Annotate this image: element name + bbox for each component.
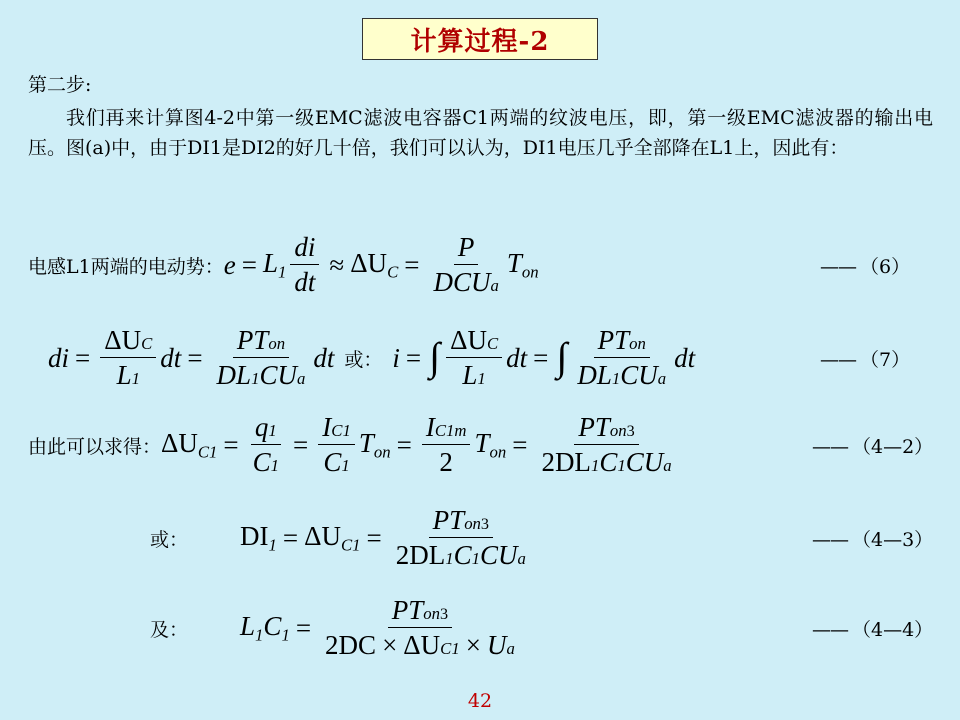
equation-7-or-label: 或： [344, 348, 383, 371]
eq44-frac-result: PT on 3 2DC × ΔU C1 × U a [325, 595, 515, 660]
eq6-e: e [223, 249, 236, 280]
eq7-dt-2: dt [313, 342, 335, 373]
equation-6-lead: 电感L1两端的电动势： [28, 255, 224, 278]
eq42-Ton: $T_{on}$ [358, 427, 391, 462]
eq7-i: i [392, 342, 400, 373]
eq7-di: di [48, 342, 70, 373]
equation-4-4-tag: —— （4—4） [812, 619, 934, 641]
eq7r-dt-2: dt [674, 342, 696, 373]
eq6-equals-2: = [404, 249, 420, 280]
equation-7-math-right [392, 325, 695, 391]
eq42-equals: = [223, 429, 239, 460]
equation-row-4-2 [28, 412, 680, 478]
eq42-frac-result: PT on 3 2DL 1 C 1 CU a [541, 412, 672, 477]
eq7r-dt: dt [506, 342, 528, 373]
eq42-frac-ic1m-2: I C1m 2 [422, 412, 471, 478]
equation-6-tag: —— （6） [820, 256, 911, 278]
equation-4-4-lead: 及： [150, 618, 189, 641]
eq6-Ton: $T_{on}$ [506, 247, 539, 282]
eq44-equals: = [295, 612, 312, 643]
eq7-equals: = [75, 342, 91, 373]
equation-4-4-math [240, 595, 523, 661]
equation-4-2-lead: 由此可以求得： [28, 435, 162, 458]
eq42-frac-ic1-c1: I C1 C 1 [318, 412, 355, 478]
eq42-Ton-2: $T_{on}$ [474, 427, 507, 462]
equation-4-3-tag: —— （4—3） [812, 529, 934, 551]
equation-4-3-math [240, 505, 534, 571]
eq42-equals-3: = [396, 429, 412, 460]
eq7-frac-du-l1: ΔU C L 1 [100, 325, 156, 391]
eq7-dt: dt [160, 342, 182, 373]
eq43-deltaUc1: $\Delta U_{C1}$ [304, 520, 361, 555]
eq43-equals: = [282, 522, 299, 553]
eq7r-frac-du-l1: ΔU C L 1 [446, 325, 502, 391]
eq43-frac-result: PT on 3 2DL 1 C 1 CU a [395, 505, 526, 570]
eq7-equals-4: = [533, 342, 549, 373]
equation-7-math-left [48, 325, 334, 391]
eq7-frac-pton-dl1cu: PT on DL 1 CU a [216, 325, 306, 390]
eq44-L1C1: $L_1C_1$ [240, 610, 290, 645]
equation-6-math [224, 232, 539, 298]
eq43-equals-2: = [366, 522, 382, 553]
eq42-deltaUc1: $\Delta U_{C1}$ [161, 427, 218, 462]
eq7r-frac-pton-dl1cu: PT on DL 1 CU a [577, 325, 667, 390]
eq42-equals-4: = [512, 429, 528, 460]
integral-sign: ∫ [429, 334, 441, 379]
equation-4-3-lead: 或： [150, 528, 189, 551]
eq6-frac-p-dcu: P DCU a [433, 232, 499, 297]
equation-row-4-4 [150, 595, 523, 661]
eq43-DI1: $DI_1$ [240, 520, 277, 555]
eq7-equals-2: = [187, 342, 203, 373]
integral-sign-2: ∫ [556, 334, 568, 379]
equation-row-4-3 [150, 505, 534, 571]
eq6-equals: = [241, 249, 257, 280]
step-label: 第二步: [28, 74, 92, 96]
slide-title-box [362, 18, 598, 60]
page-number: 42 [467, 690, 493, 712]
equation-4-2-tag: —— （4—2） [812, 436, 934, 458]
eq6-L: $L_1$ [262, 247, 287, 282]
page-title: 计算过程-2 [410, 26, 550, 57]
eq7-equals-3: = [405, 342, 422, 373]
eq6-frac-di-dt: $\frac{di}{dt}$ [290, 232, 319, 298]
equation-row-6 [28, 232, 539, 298]
eq6-approx: ≈ [329, 249, 345, 280]
eq6-deltaUc: $\Delta U_C$ [350, 247, 399, 282]
equation-7-tag: —— （7） [820, 349, 911, 371]
eq42-equals-2: = [293, 429, 309, 460]
body-paragraph: 我们再来计算图4-2中第一级EMC滤波电容器C1两端的纹波电压，即，第一级EMC滤波器的输出电压。图(a)中，由于DI1是DI2的好几十倍，我们可以认为，DI1电压几乎全部降在L1上，因此有： [28, 107, 933, 159]
eq42-frac-q1-c1: q 1 C 1 [252, 412, 280, 477]
equation-4-2-math [161, 412, 680, 478]
equation-row-7 [48, 325, 695, 391]
